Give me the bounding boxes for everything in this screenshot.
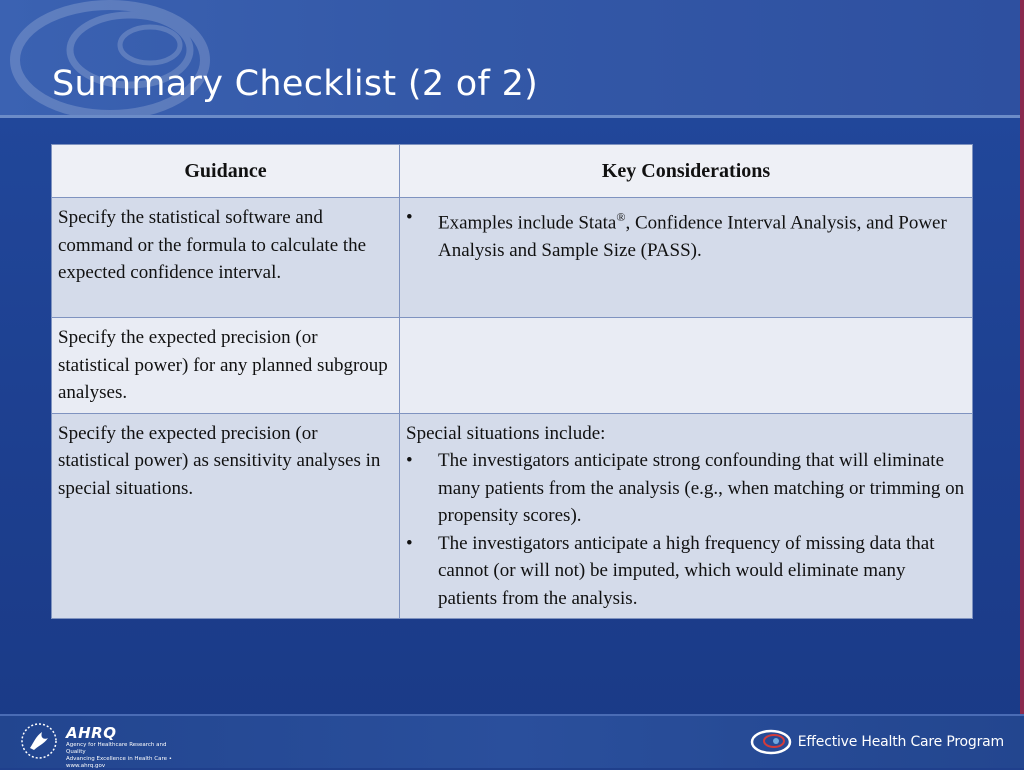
list-item (406, 204, 966, 264)
footer-band (0, 714, 1024, 768)
checklist-table-container (51, 144, 973, 619)
considerations-list (406, 447, 966, 612)
list-item: • The investigators anticipate a high frequency of missing data that cannot (or will not) be imputed, which would eliminate many patients from the analysis. (406, 530, 966, 613)
bullet-text: Examples include Stata (438, 212, 617, 234)
list-item: • The investigators anticipate strong confounding that will eliminate many patients from the analysis (e.g., when matching or trimming on propensity scores). (406, 447, 966, 530)
table-header-row (52, 145, 973, 198)
right-edge-accent (1020, 0, 1024, 768)
ehc-swirl-icon (750, 728, 792, 756)
ahrq-line2: Advancing Excellence in Health Care • www.ahrq.gov (66, 756, 172, 769)
guidance-cell: Specify the expected precision (or statistical power) for any planned subgroup analyses. (52, 318, 400, 414)
considerations-intro: Special situations include: (406, 422, 606, 444)
table-row (52, 413, 973, 619)
checklist-table (51, 144, 973, 619)
hhs-eagle-icon (20, 722, 58, 760)
bullet-text-continued: , Confidence Interval Analysis, and Power Analysis and Sample Size (PASS). (438, 212, 947, 261)
guidance-cell: Specify the statistical software and command or the formula to calculate the expected confidence interval. (52, 198, 400, 318)
considerations-list (406, 204, 966, 264)
table-row (52, 318, 973, 414)
effective-health-care-logo[interactable] (750, 728, 1004, 756)
table-row (52, 198, 973, 318)
considerations-cell-empty (400, 318, 973, 414)
guidance-cell: Specify the expected precision (or statistical power) as sensitivity analyses in special situations. (52, 413, 400, 619)
considerations-cell (400, 198, 973, 318)
considerations-cell (400, 413, 973, 619)
header-key-considerations: Key Considerations (400, 145, 973, 198)
ahrq-logo[interactable] (66, 724, 186, 769)
ahrq-line1: Agency for Healthcare Research and Quality (66, 742, 167, 755)
ahrq-name: AHRQ (66, 724, 117, 742)
registered-mark: ® (616, 210, 626, 224)
slide-title: Summary Checklist (2 of 2) (52, 64, 539, 104)
header-guidance: Guidance (52, 145, 400, 198)
program-name: Effective Health Care Program (797, 734, 1004, 750)
